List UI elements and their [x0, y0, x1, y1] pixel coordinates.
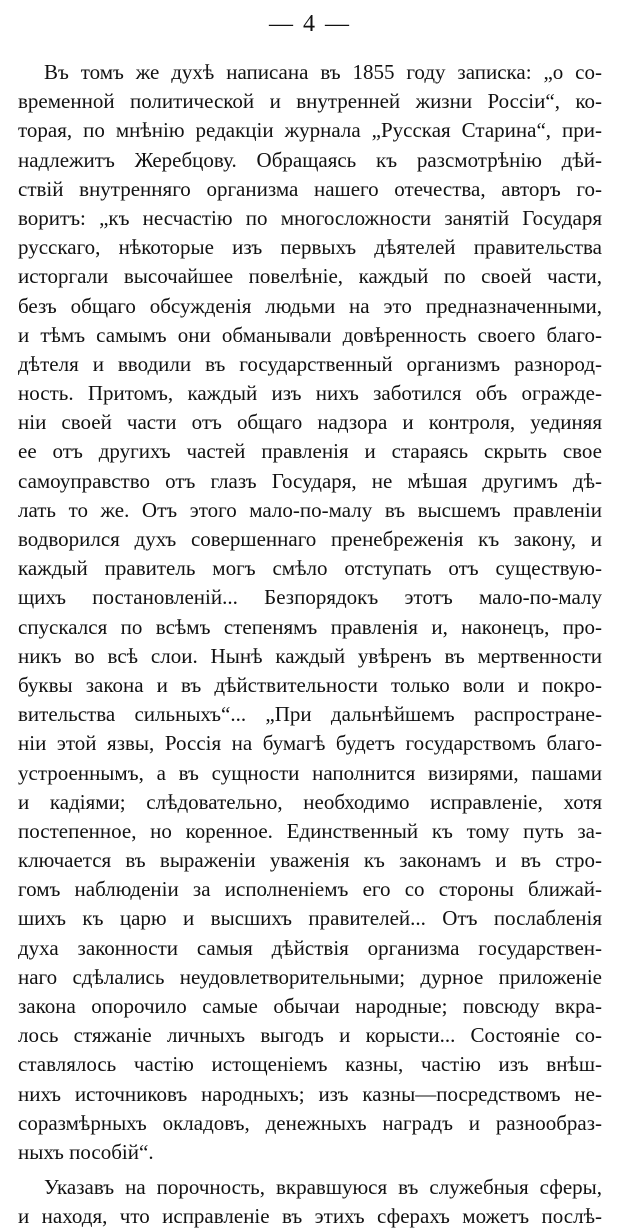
text-line: каждый правитель могъ смѣло отступать отъ существую-	[18, 556, 602, 581]
text-line: лать то же. Отъ этого мало-по-малу въ высшемъ правленіи	[18, 497, 602, 522]
paragraph	[18, 58, 602, 1167]
text-line: Въ томъ же духѣ написана въ 1855 году записка: „о со-	[44, 60, 602, 84]
text-line: ее отъ другихъ частей правленія и стараясь скрыть свое	[18, 439, 602, 464]
text-line: ставлялось частію истощеніемъ казны, частію изъ внѣш-	[18, 1052, 602, 1077]
text-line: и тѣмъ самымъ они обманывали довѣренность своего благо-	[18, 322, 602, 347]
text-line: и находя, что исправленіе въ этихъ сферахъ можетъ послѣ-	[18, 1204, 602, 1229]
text-line: ствій внутренняго организма нашего отечества, авторъ го-	[18, 176, 602, 201]
text-line: самоуправство отъ глазъ Государя, не мѣшая другимъ дѣ-	[18, 468, 602, 493]
text-line: шихъ къ царю и высшихъ правителей... Отъ послабленія	[18, 906, 602, 931]
text-line: духа законности самыя дѣйствія организма государствен-	[18, 935, 602, 960]
text-line: надлежитъ Жеребцову. Обращаясь къ разсмотрѣнію дѣй-	[18, 147, 602, 172]
text-line: наго сдѣлались неудовлетворительными; дурное приложеніе	[18, 964, 602, 989]
page-number: — 4 —	[269, 11, 351, 37]
text-line: ключается въ выраженіи уваженія къ законамъ и въ стро-	[18, 848, 602, 873]
text-line: нихъ источниковъ народныхъ; изъ казны—посредствомъ не-	[18, 1081, 602, 1106]
paragraph	[18, 1173, 602, 1231]
text-line: никъ во всѣ слои. Нынѣ каждый увѣренъ въ мертвенности	[18, 643, 602, 668]
text-line: русскаго, нѣкоторые изъ первыхъ дѣятелей правительства	[18, 235, 602, 260]
text-line: щихъ постановленій... Безпорядокъ этотъ мало-по-малу	[18, 585, 602, 610]
text-line: ность. Притомъ, каждый изъ нихъ заботился объ огражде-	[18, 381, 602, 406]
text-line: спускался по всѣмъ степенямъ правленія и, наконецъ, про-	[18, 614, 602, 639]
text-line: исторгали высочайшее повелѣніе, каждый по своей части,	[18, 264, 602, 289]
text-line: торая, по мнѣнію редакціи журнала „Русская Старина“, при-	[18, 118, 602, 143]
text-line: временной политической и внутренней жизни Россіи“, ко-	[18, 89, 602, 114]
text-line: вительства сильныхъ“... „При дальнѣйшемъ распростране-	[18, 702, 602, 727]
text-line: ніи этой язвы, Россія на бумагѣ будетъ государствомъ благо-	[18, 731, 602, 756]
text-line: водворился духъ совершеннаго пренебреженія къ закону, и	[18, 527, 602, 551]
text-line: закона опорочило самые обычаи народные; повсюду вкра-	[18, 994, 602, 1018]
text-line: соразмѣрныхъ окладовъ, денежныхъ наградъ и разнообраз-	[18, 1110, 602, 1135]
text-line: дѣтеля и вводили въ государственный организмъ разнород-	[18, 351, 602, 376]
text-line: лось стяжаніе личныхъ выгодъ и корысти... Состояніе со-	[18, 1023, 602, 1048]
text-line: буквы закона и въ дѣйствительности только воли и покро-	[18, 672, 602, 697]
text-line: постепенное, но коренное. Единственный къ тому путь за-	[18, 818, 602, 843]
body-text	[18, 58, 602, 1232]
text-line: Указавъ на порочность, вкравшуюся въ служебныя сферы,	[44, 1175, 602, 1200]
text-line: воритъ: „къ несчастію по многосложности занятій Государя	[18, 205, 602, 230]
text-line: гомъ наблюденіи за исполненіемъ его со стороны ближай-	[18, 877, 602, 902]
text-line: и кадіями; слѣдовательно, необходимо исправленіе, хотя	[18, 789, 602, 814]
text-line: безъ общаго обсужденія людьми на это предназначенными,	[18, 293, 602, 318]
text-line: ныхъ пособій“.	[18, 1139, 154, 1164]
text-line: устроеннымъ, а въ сущности наполнится визирями, пашами	[18, 760, 602, 785]
text-line: ніи своей части отъ общаго надзора и контроля, уединяя	[18, 410, 602, 435]
